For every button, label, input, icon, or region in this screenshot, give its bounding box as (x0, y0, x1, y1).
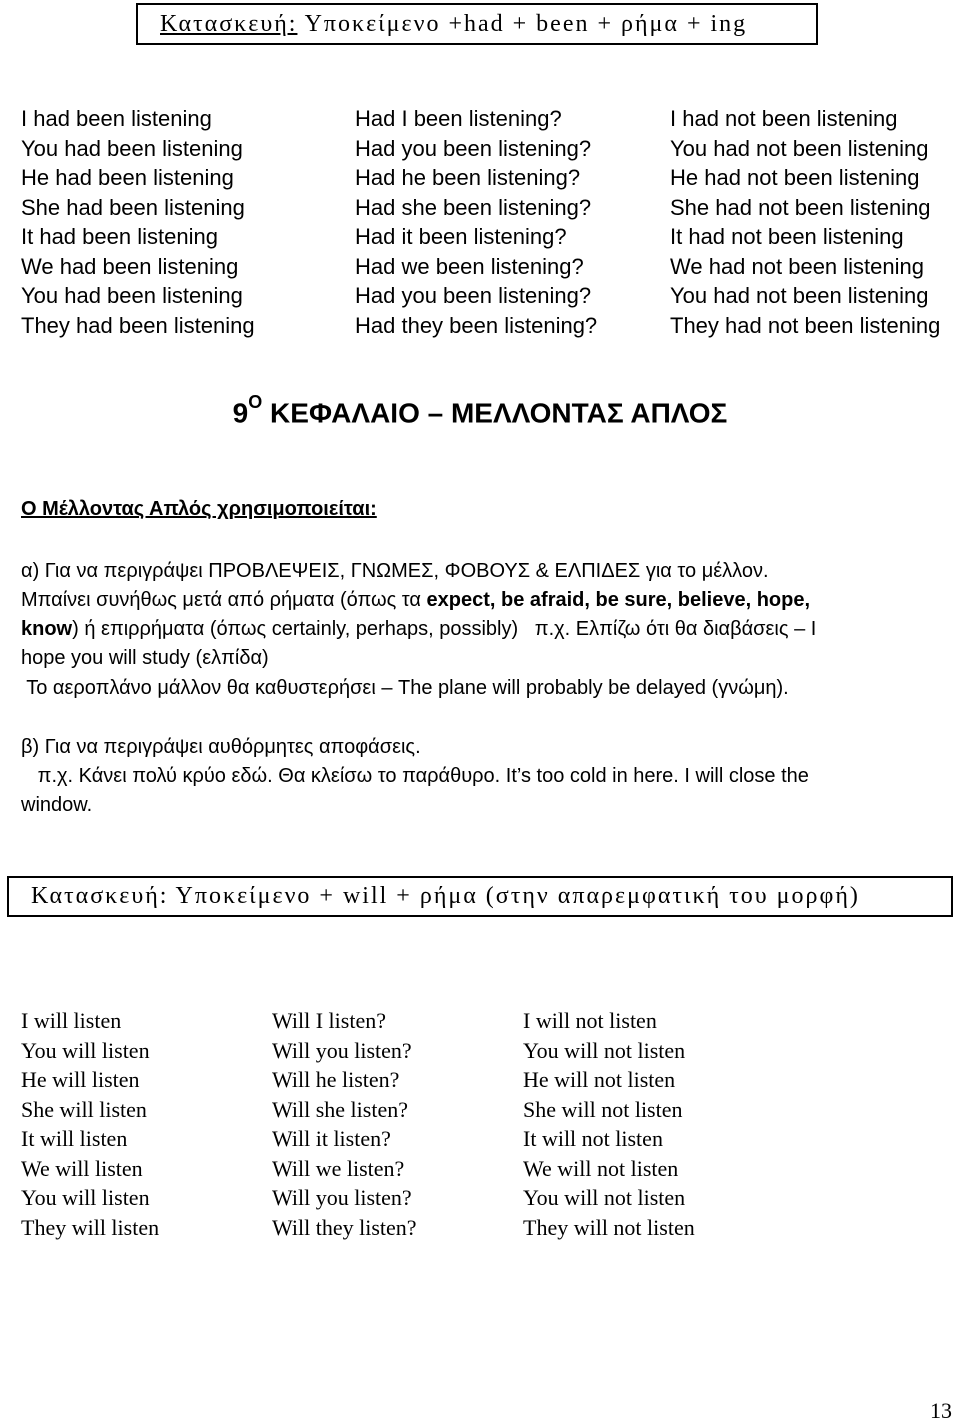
para-a-line3: know) ή επιρρήματα (όπως certainly, perhaps, possibly) π.χ. Ελπίζω ότι θα διαβάσεις – I (21, 618, 817, 640)
ppc-negative-cell: They had not been listening (670, 312, 941, 338)
fs-interrogative-cell: Will they listen? (272, 1214, 417, 1240)
fs-negative-cell: You will not listen (523, 1185, 686, 1210)
fs-interrogative-cell: Will he listen? (272, 1067, 400, 1092)
ppc-negative-cell: She had not been listening (670, 194, 931, 220)
para-a-line5: Το αεροπλάνο μάλλον θα καθυστερήσει – The plane will probably be delayed (γνώμη). (21, 677, 789, 699)
ppc-interrogative-cell: Had it been listening? (355, 224, 567, 249)
ppc-negative-cell: He had not been listening (670, 165, 920, 190)
ppc-interrogative-cell: Had you been listening? (355, 135, 592, 161)
fs-interrogative-cell: Will we listen? (272, 1155, 405, 1181)
fs-affirmative-cell: It will listen (21, 1126, 128, 1151)
ppc-affirmative-cell: She had been listening (21, 194, 245, 220)
fs-interrogative-cell: Will you listen? (272, 1037, 412, 1063)
chapter-heading (0, 392, 960, 429)
fs-affirmative-cell: We will listen (21, 1155, 143, 1181)
construction-formula: Υποκείμενο +had + been + ρήμα + ing (297, 10, 748, 37)
fs-interrogative-cell: Will I listen? (272, 1008, 386, 1033)
ppc-affirmative-cell: You had been listening (21, 283, 243, 308)
ppc-affirmative-cell: They had been listening (21, 312, 255, 338)
fs-affirmative-cell: You will listen (21, 1185, 150, 1210)
fs-interrogative-cell: Will she listen? (272, 1096, 408, 1122)
fs-negative-cell: It will not listen (523, 1126, 663, 1151)
chapter-title: ΚΕΦΑΛΑΙΟ – ΜΕΛΛΟΝΤΑΣ ΑΠΛΟΣ (270, 397, 728, 429)
ppc-negative-cell: You had not been listening (670, 135, 929, 161)
ppc-interrogative-cell: Had they been listening? (355, 312, 598, 338)
fs-interrogative-cell: Will you listen? (272, 1185, 412, 1210)
fs-affirmative-cell: You will listen (21, 1037, 150, 1063)
fs-affirmative-cell: They will listen (21, 1214, 160, 1240)
fs-affirmative-cell: He will listen (21, 1067, 140, 1092)
ppc-affirmative-cell: I had been listening (21, 106, 212, 131)
para-b-line1: β) Για να περιγράψει αυθόρμητες αποφάσεις. (21, 736, 421, 758)
fs-negative-cell: She will not listen (523, 1096, 683, 1122)
ppc-affirmative-cell: We had been listening (21, 253, 239, 279)
fs-interrogative-cell: Will it listen? (272, 1126, 391, 1151)
fs-affirmative-cell: I will listen (21, 1008, 122, 1033)
fs-negative-cell: You will not listen (523, 1037, 686, 1063)
ppc-negative-cell: We had not been listening (670, 253, 924, 279)
fs-negative-cell: He will not listen (523, 1067, 676, 1092)
chapter-superscript: Ο (248, 392, 263, 412)
construction-label: Κατασκευή: (160, 10, 298, 37)
fs-negative-cell: I will not listen (523, 1008, 657, 1033)
construction-formula-future: Κατασκευή: Υποκείμενο + will + ρήμα (στην απαρεμφατική του μορφή) (31, 883, 860, 909)
para-b-line3: window. (21, 794, 93, 816)
fs-affirmative-cell: She will listen (21, 1096, 147, 1122)
page-number: 13 (930, 1398, 952, 1423)
ppc-negative-cell: I had not been listening (670, 106, 898, 131)
ppc-interrogative-cell: Had she been listening? (355, 194, 592, 220)
fs-negative-cell: We will not listen (523, 1155, 679, 1181)
ppc-interrogative-cell: Had he been listening? (355, 165, 581, 190)
para-a-line1: α) Για να περιγράψει ΠΡΟΒΛΕΨΕΙΣ, ΓΝΩΜΕΣ, ΦΟΒΟΥΣ & ΕΛΠΙΔΕΣ για το μέλλον. (21, 560, 769, 582)
fs-negative-cell: They will not listen (523, 1214, 695, 1240)
construction-box-past-perfect (136, 3, 818, 45)
ppc-negative-cell: You had not been listening (670, 283, 929, 308)
ppc-interrogative-cell: Had I been listening? (355, 106, 562, 131)
ppc-affirmative-cell: You had been listening (21, 135, 243, 161)
ppc-interrogative-cell: Had we been listening? (355, 253, 584, 279)
ppc-affirmative-cell: It had been listening (21, 224, 218, 249)
uses-title: Ο Μέλλοντας Απλός χρησιμοποιείται: (21, 498, 377, 520)
chapter-number: 9 (232, 397, 249, 429)
construction-box-future-simple (7, 876, 953, 917)
ppc-interrogative-cell: Had you been listening? (355, 283, 592, 308)
para-a-line4: hope you will study (ελπίδα) (21, 647, 269, 669)
para-a-line2: Μπαίνει συνήθως μετά από ρήματα (όπως τα expect, be afraid, be sure, believe, hope, (21, 589, 811, 611)
ppc-negative-cell: It had not been listening (670, 224, 904, 249)
para-b-line2: π.χ. Κάνει πολύ κρύο εδώ. Θα κλείσω το παράθυρο. It’s too cold in here. I will close the (21, 765, 809, 787)
ppc-affirmative-cell: He had been listening (21, 165, 234, 190)
